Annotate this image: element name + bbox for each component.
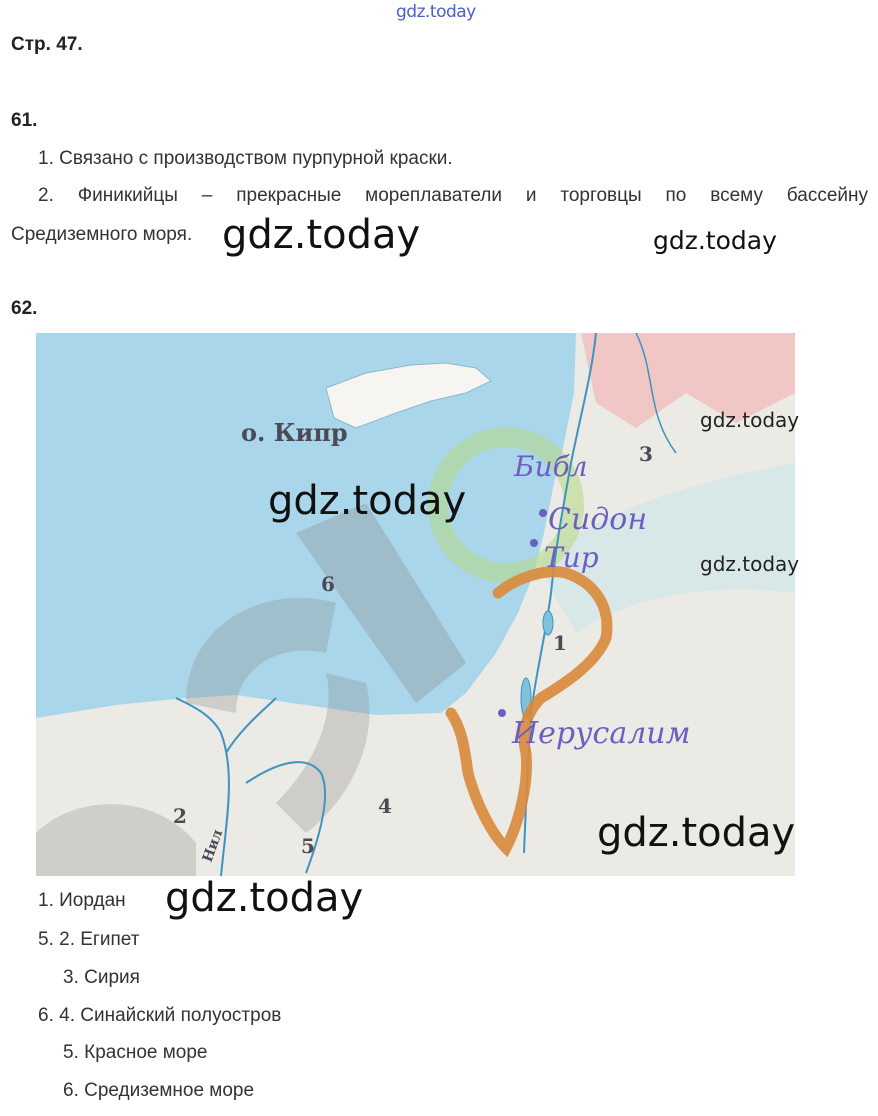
task-61-answer-1: 1. Связано с производством пурпурной краски. — [38, 148, 453, 169]
map-label-6: 6 — [321, 572, 335, 596]
task-62-number: 62. — [11, 298, 38, 319]
map-city-tyre: Тир — [544, 541, 599, 574]
city-dot — [530, 539, 538, 547]
map-label-5: 5 — [301, 834, 315, 858]
task-61-number: 61. — [11, 110, 38, 131]
map-image — [36, 333, 795, 876]
task-62-answer-5: 5. Красное море — [63, 1042, 208, 1063]
map-city-sidon: Сидон — [548, 502, 648, 537]
task-62-answer-1: 1. Иордан — [38, 890, 126, 911]
task-62-answer-3: 3. Сирия — [63, 967, 140, 988]
watermark: gdz.today — [597, 810, 796, 856]
watermark: gdz.today — [700, 408, 800, 432]
task-62-answer-6: 6. Средиземное море — [63, 1080, 255, 1101]
map-city-byblos: Библ — [514, 450, 588, 483]
map-label-cyprus: о. Кипр — [241, 418, 348, 447]
watermark: gdz.today — [222, 212, 421, 258]
map-city-jerusalem: Иерусалим — [512, 716, 691, 751]
watermark: gdz.today — [268, 478, 467, 524]
task-62-answer-4: 6. 4. Синайский полуостров — [38, 1005, 282, 1026]
lake — [543, 611, 553, 635]
task-61-answer-2-line-2: Средиземного моря. — [11, 224, 193, 245]
map-label-2: 2 — [173, 804, 187, 828]
map-label-3: 3 — [639, 442, 653, 466]
map-label-nile: Нил — [199, 827, 227, 865]
task-62-answer-2: 5. 2. Египет — [38, 929, 140, 950]
watermark: gdz.today — [653, 226, 777, 255]
task-61-answer-2-line-1: 2. Финикийцы – прекрасные мореплаватели и торговцы по всему бассейну — [38, 185, 868, 206]
city-dot — [539, 509, 547, 517]
header-watermark: gdz.today — [396, 2, 476, 22]
watermark: gdz.today — [700, 552, 800, 576]
city-dot — [498, 709, 506, 717]
map-label-4: 4 — [378, 794, 392, 818]
page-reference: Стр. 47. — [11, 34, 83, 55]
map-label-1: 1 — [553, 631, 567, 655]
watermark: gdz.today — [165, 875, 364, 921]
